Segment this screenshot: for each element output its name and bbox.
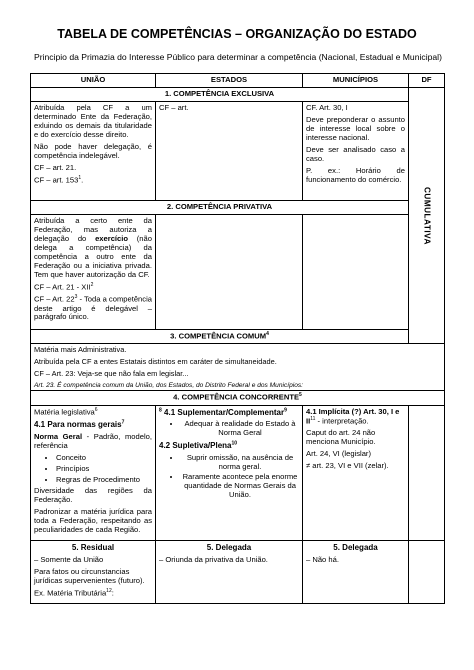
footnote-ref: 5	[299, 392, 302, 399]
competencias-table	[30, 73, 445, 604]
concorrente-uniao-heading: 4.1 Para normas gerais$^7$	[34, 419, 125, 430]
comum-cell	[31, 344, 445, 391]
comum-line-3: CF – Art. 23: Veja-se que não fala em legislar...	[34, 368, 189, 378]
section-title-privativa: 2. COMPETÊNCIA PRIVATIVA	[31, 200, 409, 214]
delegada-estados-title: 5. Delegada	[206, 543, 252, 553]
privativa-municipios-cell	[303, 214, 409, 329]
concorrente-estados-list-1	[159, 420, 299, 438]
content-row-privativa	[31, 214, 445, 329]
footnote-ref: 11	[310, 415, 316, 422]
exclusiva-estados-cell	[156, 101, 303, 200]
document-title: TABELA DE COMPETÊNCIAS – ORGANIZAÇÃO DO ESTADO	[57, 27, 417, 41]
footnote-ref: 6	[94, 406, 98, 413]
privativa-uniao-art22: CF – Art. $22^3$ - Toda a competência deste artigo é delegável – parágrafo único.	[34, 294, 152, 322]
residual-uniao-cell	[31, 541, 156, 604]
concorrente-mun-implicita: 4.1 Implícita (?) Art. 30, I e II$^{11}$ - interpretação.	[306, 406, 400, 426]
concorrente-estados-heading-2: 4.2 Supletiva/Plena$^{10}$	[159, 440, 238, 451]
section-row-exclusiva	[31, 87, 445, 101]
concorrente-uniao-list	[34, 454, 152, 485]
exclusiva-uniao-delegacao: Não pode haver delegação, é competência indelegável.	[34, 141, 152, 160]
footnote-ref: 10	[231, 440, 238, 447]
exclusiva-municipios-cell	[303, 101, 409, 200]
concorrente-municipios-cell	[303, 405, 409, 540]
concorrente-estados-cell	[156, 405, 303, 540]
concorrente-mun-caput: Caput do art. 24 não menciona Município.	[306, 428, 376, 447]
delegada-municipios-cell	[303, 541, 409, 604]
concorrente-uniao-diversidade: Diversidade das regiões da Federação.	[34, 486, 152, 505]
exclusiva-uniao-text: Atribuída pela CF a um determinado Ente da Federação, exluindo os demais da titularidade e do exercício desse direito.	[34, 102, 152, 139]
cumulativa-label: CUMULATIVA	[422, 186, 432, 245]
list-item: • Regras de Procedimento	[56, 476, 152, 485]
exclusiva-mun-caso: Deve ser analisado caso a caso.	[306, 144, 405, 163]
footnote-ref: 4	[266, 330, 269, 337]
exclusiva-mun-interesse: Deve preponderar o assunto de interesse local sobre o interesse nacional.	[306, 114, 405, 142]
concorrente-estados-list-2	[159, 454, 299, 501]
comum-line-4: Art. 23. É competência comum da União, dos Estados, do Distrito Federal e dos Municípios:	[34, 381, 304, 389]
list-item: • Conceito	[56, 454, 152, 463]
residual-uniao-somente: – Somente da União	[34, 554, 104, 564]
exclusiva-mun-art30: CF. Art. 30, I	[306, 102, 348, 112]
delegada-estados-text: – Oriunda da privativa da União.	[159, 554, 268, 564]
exercicio-emphasis: exercício	[95, 233, 128, 243]
footnote-ref: 9	[284, 407, 287, 414]
section-title-concorrente: 4. COMPETÊNCIA CONCORRENTE$^5$	[31, 391, 445, 405]
privativa-uniao-art21: CF – Art. 21 - XII$^2$	[34, 281, 94, 292]
section-title-exclusiva: 1. COMPETÊNCIA EXCLUSIVA	[31, 87, 409, 101]
footnote-ref: 7	[121, 419, 125, 426]
footnote-ref: 8	[159, 407, 162, 414]
concorrente-uniao-norma-geral: Norma Geral - Padrão, modelo, referência	[34, 431, 152, 450]
residual-df-cell	[409, 541, 445, 604]
footnote-ref: 12	[106, 587, 112, 594]
concorrente-uniao-leg: Matéria legislativa$^6$	[34, 406, 98, 417]
content-row-concorrente	[31, 405, 445, 540]
exclusiva-uniao-art21: CF – art. 21.	[34, 162, 77, 172]
privativa-uniao-cell	[31, 214, 156, 329]
exclusiva-uniao-cell	[31, 101, 156, 200]
concorrente-df-cell	[409, 405, 445, 540]
concorrente-mun-art23: ≠ art. 23, VI e VII (zelar).	[306, 461, 389, 471]
header-df: DF	[409, 74, 445, 88]
header-uniao: UNIÃO	[31, 74, 156, 88]
delegada-municipios-text: – Não há.	[306, 554, 339, 564]
residual-uniao-fatos: Para fatos ou circunstancias jurídicas supervenientes (futuro).	[34, 566, 145, 585]
section-row-privativa	[31, 200, 445, 214]
concorrente-estados-heading-1: $^8$ 4.1 Suplementar/Complementar$^9$	[159, 407, 287, 417]
header-row	[31, 74, 445, 88]
exclusiva-mun-exemplo: P. ex.: Horário de funcionamento do comércio.	[306, 165, 405, 184]
exclusiva-uniao-art153: CF – art. $153^1$.	[34, 174, 84, 185]
header-estados: ESTADOS	[156, 74, 303, 88]
list-item: • Adequar à realidade do Estado à Norma Geral	[181, 420, 299, 438]
footnote-ref: 2	[90, 281, 94, 288]
list-item: • Raramente acontece pela enorme quantidade de Normas Gerais da União.	[181, 473, 299, 500]
header-municipios: MUNICÍPIOS	[303, 74, 409, 88]
comum-line-2: Atribuída pela CF a entes Estatais distintos em caráter de simultaneidade.	[34, 357, 277, 367]
delegada-municipios-title: 5. Delegada	[333, 543, 378, 553]
document-subtitle: Principio da Primazia do Interesse Público para determinar a competência (Nacional, Estadual e Municipal)	[34, 52, 442, 62]
footnote-ref: 1	[78, 174, 82, 181]
list-item: • Suprir omissão, na ausência de norma geral.	[181, 454, 299, 472]
exclusiva-estados-text: CF – art.	[159, 102, 189, 112]
content-row-comum	[31, 344, 445, 391]
content-row-residual	[31, 541, 445, 604]
privativa-uniao-text: Atribuída a certo ente da Federação, mas autoriza a delegação do exercício (não delega a competência) da competência a outro ente da Federação ou a iniciativa privada. Tem que haver autorização da CF.	[34, 215, 152, 279]
concorrente-uniao-cell	[31, 405, 156, 540]
residual-uniao-title: 5. Residual	[71, 543, 115, 553]
section-row-concorrente	[31, 391, 445, 405]
concorrente-uniao-padronizar: Padronizar a matéria jurídica para toda a Federação, respeitando as peculiaridades de cada Região.	[34, 507, 152, 535]
section-row-comum	[31, 329, 445, 343]
list-item: • Princípios	[56, 465, 152, 474]
residual-uniao-tributaria: Ex. Matéria Tributária$^{12}$:	[34, 587, 114, 598]
comum-line-1: Matéria mais Administrativa.	[34, 345, 127, 355]
content-row-exclusiva	[31, 101, 445, 200]
delegada-estados-cell	[156, 541, 303, 604]
footnote-ref: 3	[74, 294, 78, 301]
section-title-comum: 3. COMPETÊNCIA COMUM$^4$	[31, 329, 409, 343]
privativa-estados-cell	[156, 214, 303, 329]
concorrente-mun-art24: Art. 24, VI (legislar)	[306, 449, 371, 459]
df-cumulativa-cell	[409, 87, 445, 343]
